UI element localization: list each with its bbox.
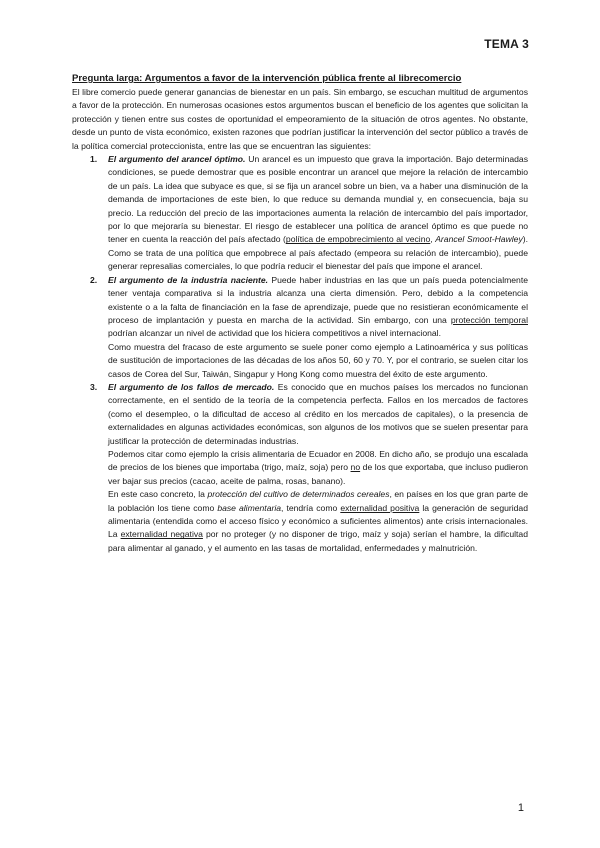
argument-text: Es conocido que en muchos países los mercados no funcionan correctamente, en el sentido de la teoría de la competencia perfecta. Fallos en los mercados de factores (como el desempleo, o la dificultad de acceso al crédito en los mercados de capitales), o la presencia de externalidades en algunas actividades económicas, son algunos de los motivos que se suelen presentar para justificar la protección de determinadas industrias. <box>108 381 528 446</box>
argument-heading: El argumento de los fallos de mercado. <box>108 381 275 392</box>
argument-text: , <box>430 234 436 245</box>
argument-text: ). Como se trata de una política que empobrece al país afectado (empeora su relación de intercambio), puede generar represalias comerciales, lo que podría reducir el bienestar del país que impone el arancel. <box>108 234 528 272</box>
underlined-term: protección temporal <box>450 314 528 325</box>
section-header: TEMA 3 <box>484 37 529 51</box>
argument-heading: El argumento de la industria naciente. <box>108 274 269 285</box>
list-number: 2. <box>90 274 98 285</box>
list-number: 3. <box>90 381 98 392</box>
argument-item-1 <box>72 153 528 274</box>
intro-paragraph: El libre comercio puede generar ganancias de bienestar en un país. Sin embargo, se escuchan multitud de argumentos a favor de la protección. En numerosas ocasiones estos argumentos buscan el beneficio de los agentes que solicitan la protección y tienen entre sus costes de oportunidad el empeoramiento de la situación de otros agentes. No obstante, desde un punto de vista económico, existen razones que podrían justificar la intervención del sector público a través de la política comercial proteccionista, entre las que se encuentran las siguientes: <box>72 87 528 151</box>
underlined-term: política de empobrecimiento al vecino <box>285 234 431 245</box>
underlined-term: externalidad positiva <box>340 502 420 513</box>
argument-paragraph <box>108 488 528 555</box>
page-number: 1 <box>517 802 524 814</box>
argument-paragraph: Como muestra del fracaso de este argumento se suele poner como ejemplo a Latinoamérica y sus políticas de sustitución de importaciones de las décadas de los años 50, 60 y 70. Y, por el contrario, se suelen citar los casos de Corea del Sur, Taiwán, Singapur y Hong Kong como muestra del éxito de este argumento. <box>108 341 528 379</box>
argument-text: Un arancel es un impuesto que grava la importación. Bajo determinadas condiciones, se puede demostrar que es posible encontrar un arancel que mejore la relación de intercambio de un país. La idea que subyace es que, si se fija un arancel sobre un bien, va a haber una disminución de la demanda de importaciones de este bien, lo que reduce su demanda mundial y, en consecuencia, baja su precio. La reducción del precio de las importaciones aumenta la relación de intercambio del país importador, por lo que mejoraría su bienestar. El riesgo de establecer una política de arancel óptimo es que puede no tener en cuenta la reacción del país afectado ( <box>108 154 528 245</box>
paragraph-text: Podemos citar como ejemplo la crisis alimentaria de Ecuador en 2008. En dicho año, se produjo una escalada de precios de los bienes que importaba (trigo, maíz, soja) pero <box>108 448 528 473</box>
paragraph-text: de los que exportaba, que incluso pudieron ver bajar sus precios (cacao, aceite de palma, rosas, banano). <box>108 462 528 486</box>
argument-item-3 <box>72 381 528 555</box>
argument-list <box>72 153 528 555</box>
list-number: 1. <box>90 154 98 165</box>
argument-item-2 <box>72 274 528 381</box>
argument-paragraph <box>108 448 528 488</box>
underlined-term: no <box>350 462 361 473</box>
underlined-term: externalidad negativa <box>120 529 203 540</box>
paragraph-text: , en países en los que gran parte de la población los tiene como <box>108 489 528 513</box>
paragraph-text: la generación de seguridad alimentaria (entendida como el acceso físico y económico a suficientes alimentos) ante crisis internacionales. La <box>108 502 528 540</box>
italic-term: protección del cultivo de determinados cereales <box>207 489 390 500</box>
argument-text: Puede haber industrias en las que un país pueda potencialmente tener ventaja comparativa si la industria alcanza una cierta dimensión. Pero, debido a la competencia existente o a la falta de financiación en la fase de aprendizaje, puede que no resistieran económicamente el proceso de implantación y puesta en marcha de la actividad. Sin embargo, con una <box>108 274 528 325</box>
question-title: Pregunta larga: Argumentos a favor de la intervención pública frente al librecomercio <box>72 73 462 84</box>
argument-heading: El argumento del arancel óptimo. <box>108 154 246 165</box>
paragraph-text: por no proteger (y no disponer de trigo, maíz y soja) serían el hambre, la dificultad para alimentar al ganado, y el aumento en las tasas de mortalidad, enfermedades y malnutrición. <box>108 529 528 553</box>
argument-text: podrían alcanzar un nivel de actividad que los hiciera competitivos a nivel internacional. <box>108 328 441 339</box>
paragraph-text: , tendría como <box>281 502 341 513</box>
italic-term: Arancel Smoot-Hawley <box>435 234 523 245</box>
document-body <box>72 72 528 555</box>
paragraph-text: En este caso concreto, la <box>108 489 208 500</box>
italic-term: base alimentaria <box>217 502 282 513</box>
